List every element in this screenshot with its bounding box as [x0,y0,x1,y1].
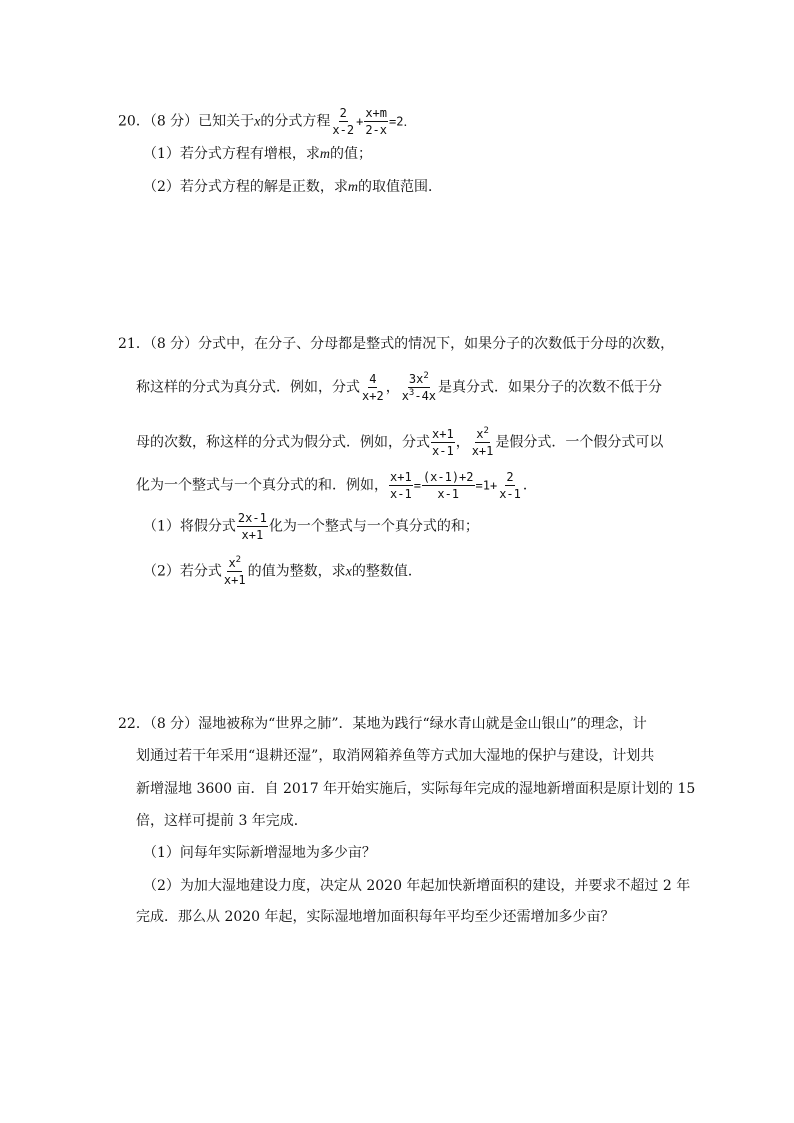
q22-line1: 22．（8 分）湿地被称为“世界之肺”．某地为践行“绿水青山就是金山银山”的理念，计 [118,716,647,732]
q21-part1: （1）将假分式 $\frac{2x-1}{x+1}$ 化为一个整式与一个真分式的和； [143,511,479,542]
q21-part2: （2）若分式 $\frac{x^2}{x+1}$ 的值为整数，求x的整数值． [143,555,422,587]
fraction: $\frac{x^2}{x+1}$ [471,426,494,458]
q22-line3: 新增湿地 3600 亩．自 2017 年开始实施后，实际每年完成的湿地新增面积是原计划的 15 [136,781,696,797]
q21-line1: 21．（8 分）分式中，在分子、分母都是整式的情况下，如果分子的次数低于分母的次数， [118,336,675,352]
q21-line3: 母的次数，称这样的分式为假分式．例如，分式 $\frac{x+1}{x-1}$ ， $\frac{x^2}{x+1}$ 是假分式．一个假分式可以 [136,426,664,458]
fraction: $\frac{x+1}{x-1}$ [390,470,412,501]
q21-line2: 称这样的分式为真分式．例如，分式 $\frac{4}{x+2}$ ， $\frac{3x^2}{x^3-4x}$ 是真分式．如果分子的次数不低于分 [136,371,663,403]
q21-number: 21．（8 分） [118,336,199,352]
q22-line4: 倍，这样可提前 3 年完成． [136,813,308,829]
q22-line2: 划通过若干年采用“退耕还湿”，取消网箱养鱼等方式加大湿地的保护与建设，计划共 [136,748,655,764]
fraction: $\frac{2}{x-2}$ [332,106,355,137]
q22-part2: （2）为加大湿地建设力度，决定从 2020 年起加快新增面积的建设，并要求不超过 2 年 [143,878,691,894]
q22-part2-cont: 完成．那么从 2020 年起，实际湿地增加面积每年平均至少还需增加多少亩？ [136,909,615,925]
fraction: $\frac{4}{x+2}$ [362,372,384,403]
q20-part1: （1）若分式方程有增根，求m的值； [143,146,373,162]
fraction: $\frac{x+m}{2-x}$ [365,106,387,137]
fraction: $\frac{x+1}{x-1}$ [432,427,454,458]
fraction: $\frac{(x-1)+2}{x-1}$ [422,470,474,501]
fraction: $\frac{x^2}{x+1}$ [223,555,246,587]
q20-part2: （2）若分式方程的解是正数，求m的取值范围． [143,179,443,195]
q21-line4: 化为一个整式与一个真分式的和．例如， $\frac{x+1}{x-1}$ = $\frac{(x-1)+2}{x-1}$ =1+ $\frac{2}{x-1}$ ． [136,470,537,501]
fraction: $\frac{3x^2}{x^3-4x}$ [401,371,437,403]
q20-stem: 20．（8 分）已知关于x的分式方程 $\frac{2}{x-2}$ + $\frac{x+m}{2-x}$ =2． [118,106,416,137]
fraction: $\frac{2}{x-1}$ [499,470,521,501]
q22-part1: （1）问每年实际新增湿地为多少亩？ [143,845,376,861]
var-x: x [254,114,261,130]
q20-number: 20．（8 分） [118,113,199,130]
fraction: $\frac{2x-1}{x+1}$ [237,511,267,542]
q22-number: 22．（8 分） [118,716,199,732]
